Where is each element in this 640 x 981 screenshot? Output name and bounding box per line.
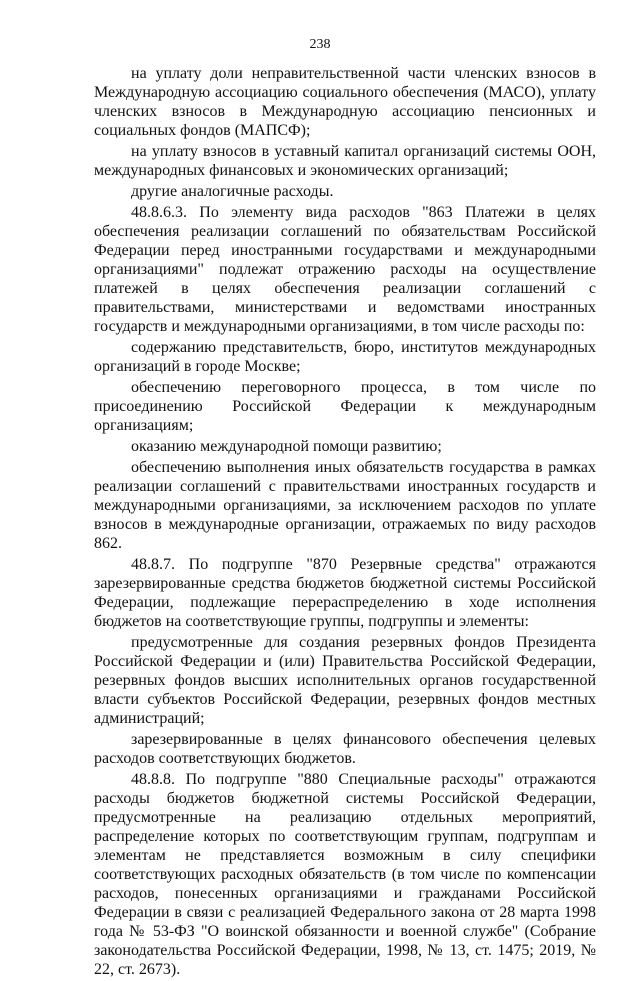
paragraph-reserve-funds: предусмотренные для создания резервных фондов Президента Российской Федерации и (или) Правительства Российской Федерации, резервных фондов высших исполнительных органов государственной власти субъектов Российской Федерации, резервных фондов местных администраций; (94, 634, 596, 727)
paragraph-reserved-targeted: зарезервированные в целях финансового обеспечения целевых расходов соответствующих бюджетов. (94, 731, 596, 767)
paragraph-negotiations: обеспечению переговорного процесса, в том числе по присоединению Российской Федерации к международным организациям; (94, 379, 596, 434)
paragraph-other-obligations: обеспечению выполнения иных обязательств государства в рамках реализации соглашений с правительствами иностранных государств и международными организациями, за исключением расходов по уплате взносов в международные организации, отражаемых по виду расходов 862. (94, 459, 596, 552)
paragraph-development-aid: оказанию международной помощи развитию; (131, 438, 442, 455)
page-number: 238 (309, 37, 331, 52)
paragraph-48-8-7: 48.8.7. По подгруппе "870 Резервные средства" отражаются зарезервированные средства бюджетов бюджетной системы Российской Федерации, подлежащие перераспределению в ходе исполнения бюджетов на соответствующие группы, подгруппы и элементы: (94, 556, 596, 630)
paragraph-maso-dues: на уплату доли неправительственной части членских взносов в Международную ассоциацию социального обеспечения (МАСО), уплату членских взносов в Международную ассоциацию пенсионных и социальных фондов (МАПСФ); (94, 65, 596, 139)
paragraph-un-capital: на уплату взносов в уставный капитал организаций системы ООН, международных финансовых и экономических организаций; (94, 143, 596, 179)
paragraph-representations: содержанию представительств, бюро, институтов международных организаций в городе Москве; (94, 339, 596, 375)
paragraph-other-expenses: другие аналогичные расходы. (131, 183, 334, 200)
paragraph-48-8-6-3: 48.8.6.3. По элементу вида расходов "863 Платежи в целях обеспечения реализации соглашений по обязательствам Российской Федерации перед иностранными государствами и международными организациями" подлежат отражению расходы на осуществление платежей в целях обеспечения реализации соглашений с правительствами, министерствами и ведомствами иностранных государств и международными организациями, в том числе расходы по: (94, 204, 596, 335)
document-body (94, 64, 596, 981)
paragraph-48-8-8: 48.8.8. По подгруппе "880 Специальные расходы" отражаются расходы бюджетов бюджетной системы Российской Федерации, предусмотренные на реализацию отдельных мероприятий, распределение которых по соответствующим группам, подгруппам и элементам не представляется возможным в силу специфики соответствующих расходных обязательств (в том числе по компенсации расходов, понесенных организациями и гражданами Российской Федерации в связи с реализацией Федерального закона от 28 марта 1998 года № 53-ФЗ "О воинской обязанности и военной службе" (Собрание законодательства Российской Федерации, 1998, № 13, ст. 1475; 2019, № 22, ст. 2673). (94, 771, 596, 978)
